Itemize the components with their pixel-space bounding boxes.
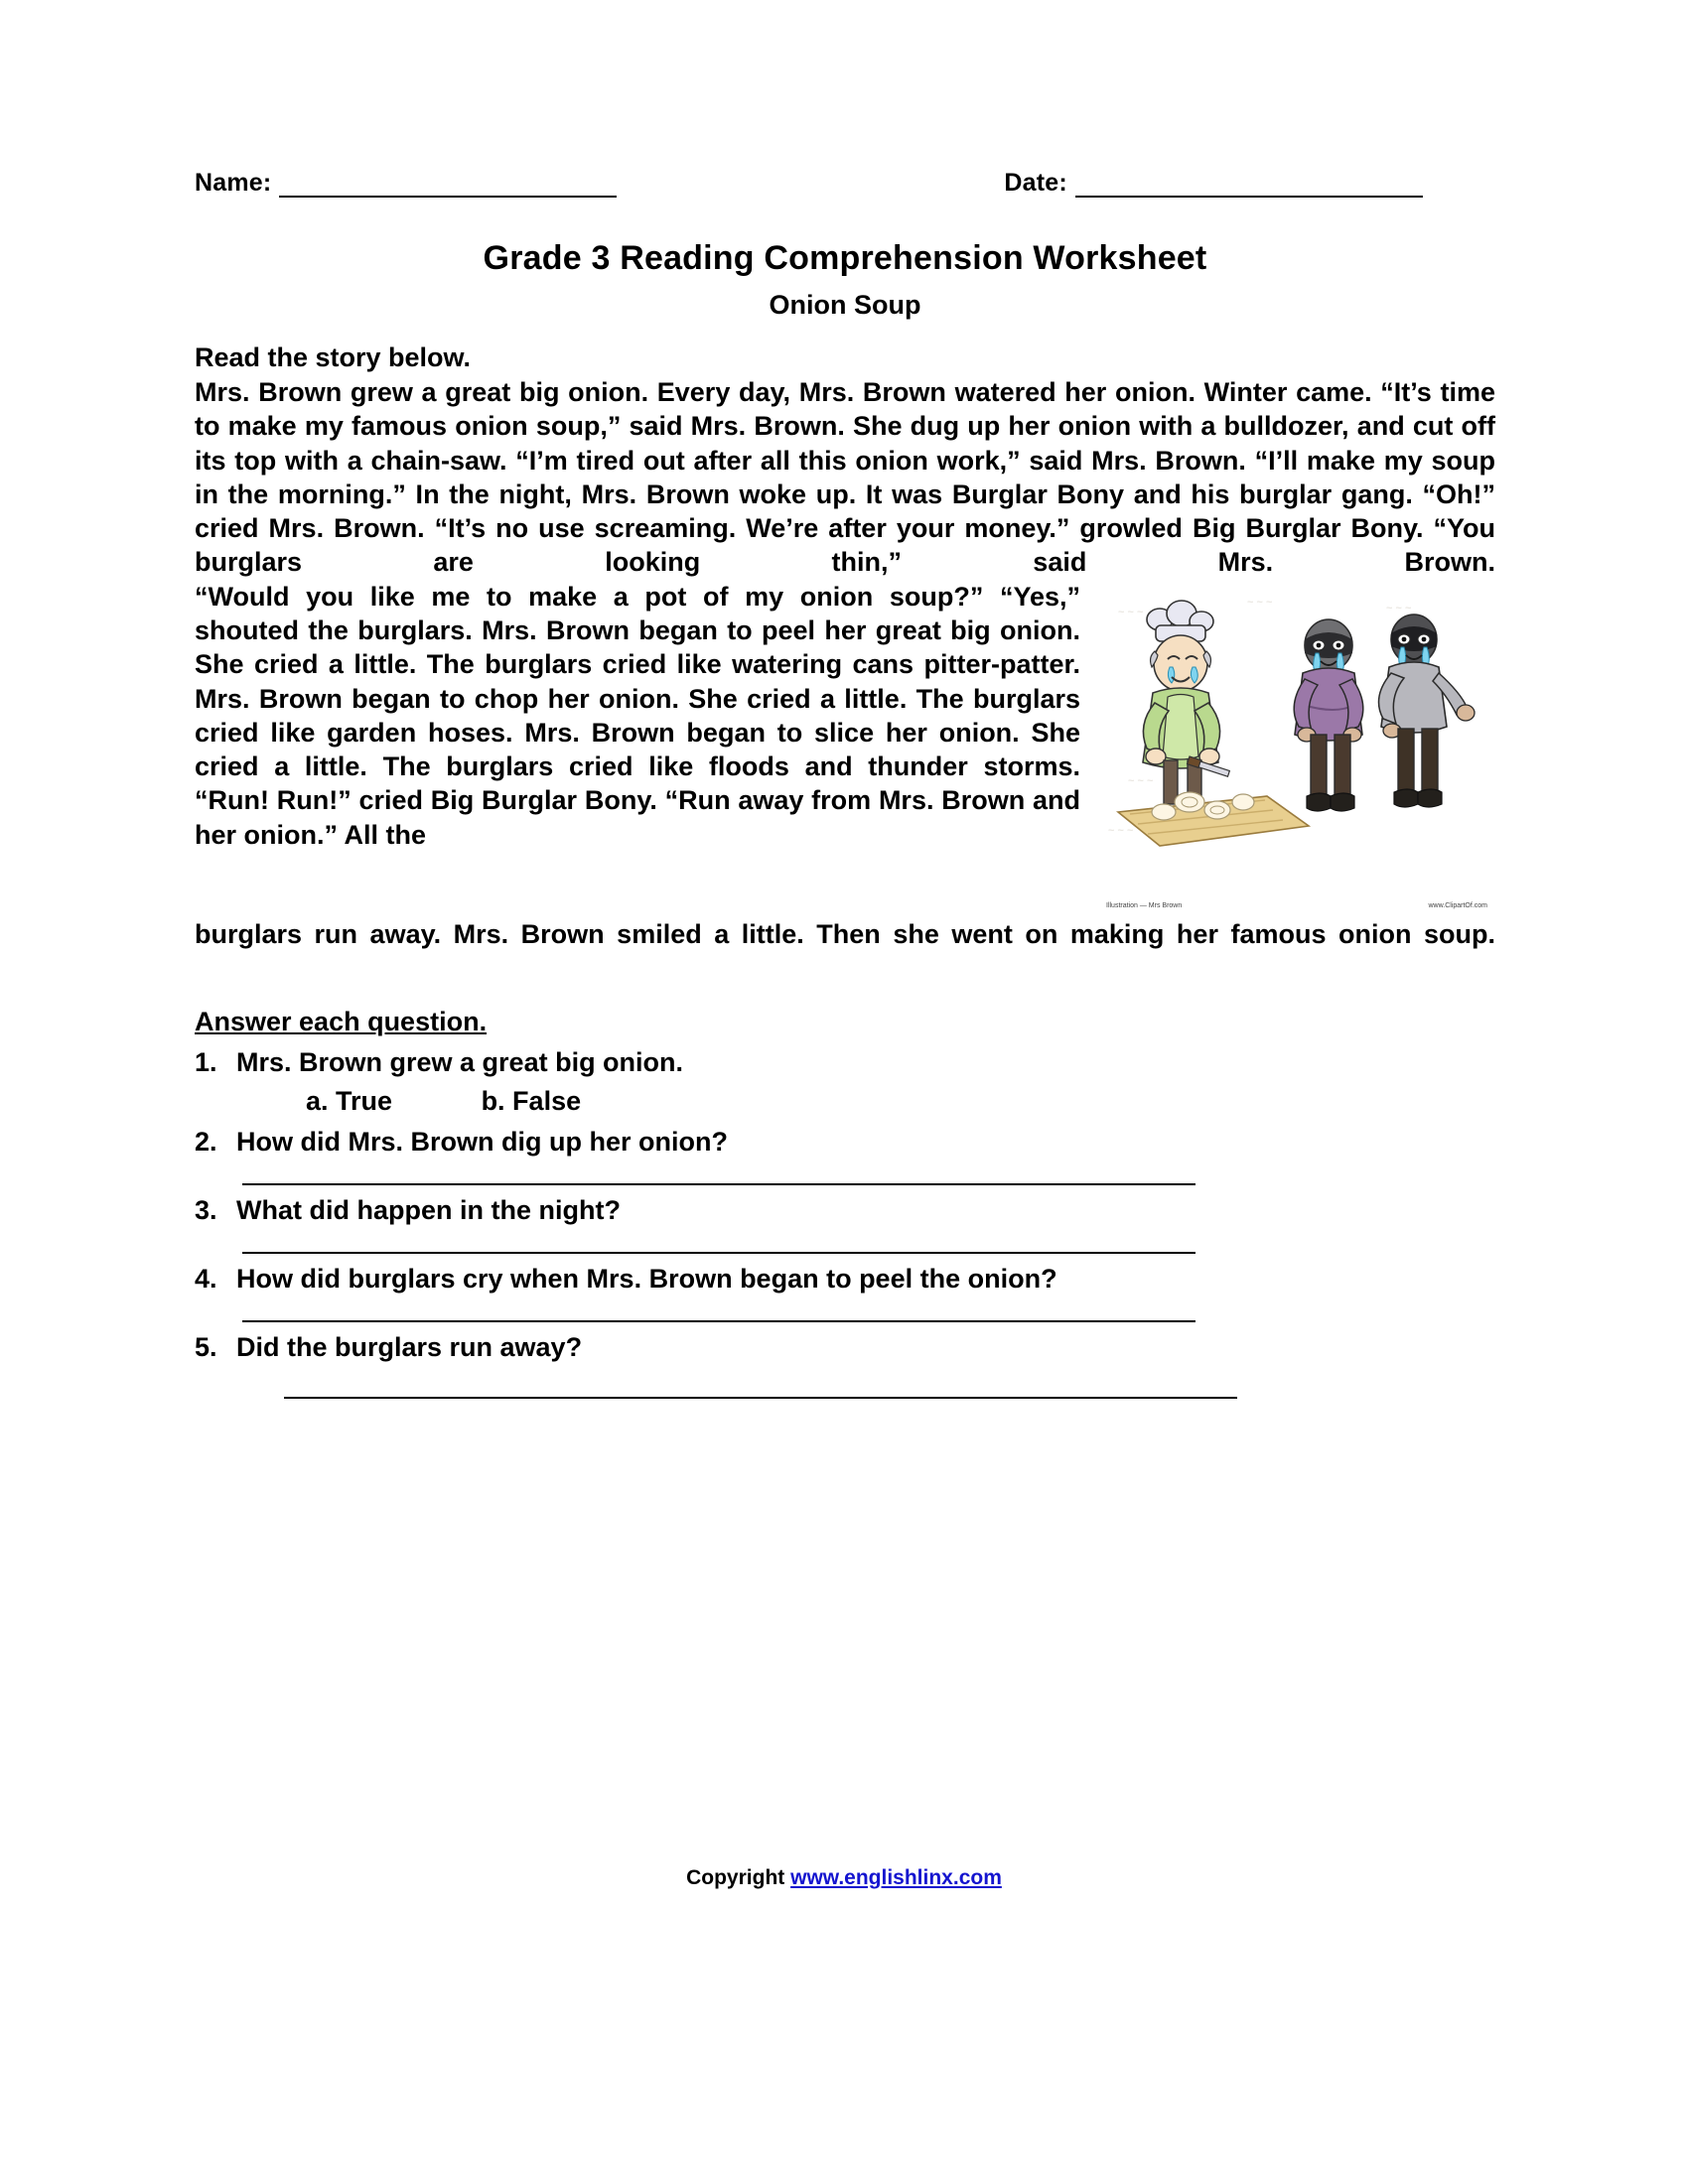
- svg-text:~ ~ ~: ~ ~ ~: [1128, 774, 1154, 787]
- date-input-line[interactable]: [1075, 174, 1423, 198]
- question-5-number: 5.: [195, 1331, 217, 1362]
- page-subtitle: Onion Soup: [769, 290, 921, 320]
- burglar-one: [1294, 619, 1363, 811]
- story-with-illustration: [195, 580, 1495, 917]
- name-input-line[interactable]: [279, 174, 617, 198]
- question-2-text: How did Mrs. Brown dig up her onion?: [236, 1126, 728, 1157]
- choice-false[interactable]: b. False: [481, 1085, 582, 1116]
- question-5-answer-line[interactable]: [284, 1397, 1237, 1399]
- question-1-text: Mrs. Brown grew a great big onion.: [236, 1046, 684, 1077]
- story-text: [195, 375, 1495, 951]
- svg-text:~ ~ ~: ~ ~ ~: [1118, 606, 1144, 618]
- svg-text:~ ~ ~: ~ ~ ~: [1386, 602, 1412, 614]
- date-field-group: [1004, 169, 1423, 198]
- question-5: [195, 1332, 1495, 1363]
- onion-soup-illustration: [1098, 586, 1495, 913]
- hand-left: [1146, 749, 1166, 764]
- svg-text:~ ~ ~: ~ ~ ~: [1247, 596, 1273, 609]
- story-paragraph-3: burglars run away. Mrs. Brown smiled a little. Then she went on making her famous onion soup.: [195, 918, 1495, 949]
- name-field-group: [195, 169, 617, 198]
- illustration-figure: [1098, 586, 1495, 913]
- question-1: [195, 1047, 1495, 1078]
- worksheet-body: [195, 169, 1495, 1399]
- illustration-credit-left: Illustration — Mrs Brown: [1106, 901, 1183, 909]
- illustration-credit-right: www.ClipartOf.com: [1428, 901, 1487, 909]
- burglar-two: [1379, 614, 1476, 807]
- question-4: [195, 1264, 1495, 1295]
- question-3-text: What did happen in the night?: [236, 1194, 621, 1225]
- englishlinx-link[interactable]: www.englishlinx.com: [790, 1866, 1002, 1889]
- question-4-answer-line[interactable]: [242, 1320, 1196, 1322]
- date-label: Date:: [1004, 169, 1067, 197]
- question-2-answer-line[interactable]: [242, 1183, 1196, 1185]
- face: [1154, 635, 1207, 691]
- worksheet-header: [195, 169, 1495, 198]
- question-2: [195, 1127, 1495, 1158]
- name-label: Name:: [195, 169, 272, 197]
- story-paragraph-2: “Would you like me to make a pot of my onion soup?” “Yes,” shouted the burglars. Mrs. Brown began to peel her great big onion. She cried a little. The burglars cried like watering cans pitter-patter. Mrs. Brown began to chop her onion. She cried a little. The burglars cried like garden hoses. Mrs. Brown began to slice her onion. She cried a little. The burglars cried like floods and thunder storms. “Run! Run!” cried Big Burglar Bony. “Run away from Mrs. Brown and her onion.” All the: [195, 581, 1080, 850]
- question-3-number: 3.: [195, 1194, 217, 1225]
- choice-true[interactable]: a. True: [306, 1085, 393, 1116]
- question-2-number: 2.: [195, 1126, 217, 1157]
- svg-text:~ ~ ~: ~ ~ ~: [1108, 824, 1134, 837]
- question-5-text: Did the burglars run away?: [236, 1331, 583, 1362]
- read-instruction: Read the story below.: [195, 342, 472, 372]
- question-1-choices: [195, 1086, 1495, 1117]
- story-paragraph-1: Mrs. Brown grew a great big onion. Every day, Mrs. Brown watered her onion. Winter came. “It’s time to make my famous onion soup,” said Mrs. Brown. She dug up her onion with a bulldozer, and cut off its top with a chain-saw. “I’m tired out after all this onion work,” said Mrs. Brown. “I’ll make my soup in the morning.” In the night, Mrs. Brown woke up. It was Burglar Bony and his burglar gang. “Oh!” cried Mrs. Brown. “It’s no use screaming. We’re after your money.” growled Big Burglar Bony. “You burglars are looking thin,” said Mrs. Brown.: [195, 377, 1495, 578]
- question-4-text: How did burglars cry when Mrs. Brown began to peel the onion?: [236, 1263, 1057, 1294]
- question-3: [195, 1195, 1495, 1226]
- question-4-number: 4.: [195, 1263, 217, 1294]
- question-3-answer-line[interactable]: [242, 1252, 1196, 1254]
- page-title: Grade 3 Reading Comprehension Worksheet: [483, 239, 1207, 277]
- footer: [0, 1866, 1688, 1890]
- copyright-label: Copyright: [686, 1866, 791, 1889]
- question-1-number: 1.: [195, 1046, 217, 1077]
- questions-heading: Answer each question.: [195, 1006, 488, 1036]
